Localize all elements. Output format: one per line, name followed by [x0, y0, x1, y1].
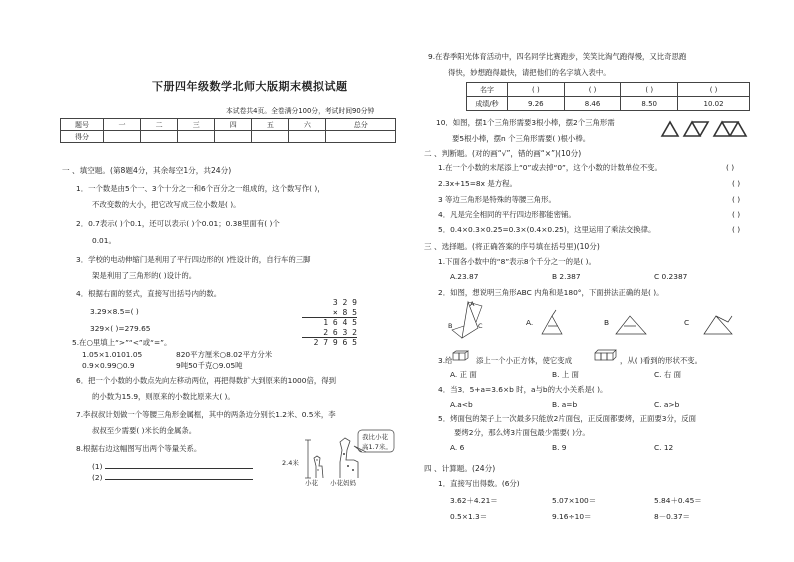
cube-stack-new-icon: [594, 348, 618, 362]
score-header-cell: 二: [141, 119, 178, 131]
section-1-title: 一 、填空题。(第8题4分，其余每空1分，共24分): [62, 166, 232, 175]
race-time-cell: 8.50: [621, 97, 678, 111]
q10-line-a: 10．如图，摆1个三角形需要3根小棒，摆2个三角形需: [436, 118, 615, 127]
height-label: 2.4米: [282, 459, 299, 467]
q8-label: (1): [92, 462, 103, 471]
calc-item: 9.16÷10＝: [552, 512, 592, 521]
calc-item: 8－0.37＝: [654, 512, 690, 521]
race-row-label: 成绩/秒: [467, 97, 508, 111]
choice-option[interactable]: C. 12: [654, 443, 674, 452]
score-input-cell[interactable]: [326, 131, 396, 143]
q4-item-a: 3.29×8.5=( ): [90, 307, 139, 316]
choice-q5-line-a: 5．烤面包的架子上一次最多只能放2片面包，正反面都要烤，正面要3分，反面: [438, 414, 697, 423]
q4-item-b: 329×( )=279.65: [90, 324, 151, 333]
vertical-line: 3 2 9: [332, 298, 357, 307]
name-xiaohua-mom: 小花妈妈: [330, 479, 356, 487]
score-input-cell[interactable]: [104, 131, 141, 143]
score-header-cell: 四: [215, 119, 252, 131]
score-row-label: 得分: [61, 131, 104, 143]
choice-q2: 2．如图，想说明三角形ABC 内角和是180°，下面拼法正确的是( )。: [438, 288, 664, 297]
q5-item: 1.05×1.0101.05: [82, 350, 143, 359]
choice-option[interactable]: B. 9: [552, 443, 567, 452]
vertical-multiplication: [302, 298, 357, 348]
q9-line-b: 得快，妙想跑得最快，请把他们的名字填入表中。: [448, 68, 611, 77]
choice-option[interactable]: B 2.387: [552, 272, 581, 281]
section-3-title: 三 、选择题。(将正确答案的序号填在括号里)(10分): [424, 242, 600, 251]
judge-item: 4．凡是完全相同的平行四边形都能密铺。: [438, 210, 576, 219]
choice-q3-part: ，从( )看到的形状不变。: [620, 356, 703, 365]
score-header-cell: 五: [252, 119, 289, 131]
race-time-cell: 10.02: [678, 97, 750, 111]
judge-answer[interactable]: ( ): [732, 210, 741, 219]
race-table: [466, 82, 750, 111]
score-header-cell: 题号: [61, 119, 104, 131]
q2-line-b: 0.01。: [92, 236, 116, 245]
judge-item: 5．0.4×0.3×0.25=0.3×(0.4×0.25)，这里运用了乘法交换律。: [438, 225, 656, 234]
judge-item: 3 等边三角形是特殊的等腰三角形。: [438, 195, 556, 204]
choice-option[interactable]: C 0.2387: [654, 272, 688, 281]
vertical-line: 2 7 9 6 5: [313, 338, 357, 347]
score-header-cell: 总分: [326, 119, 396, 131]
choice-q3-part: 3.给: [438, 356, 453, 365]
race-name-cell[interactable]: ( ): [621, 83, 678, 97]
choice-option[interactable]: A. 6: [450, 443, 465, 452]
score-header-cell: 一: [104, 119, 141, 131]
race-row-label: 名字: [467, 83, 508, 97]
choice-option[interactable]: B. a=b: [552, 400, 578, 409]
q7-line-a: 7.李叔叔计划做一个等腰三角形金属框，其中的两条边分别长1.2米、0.5米，李: [76, 410, 336, 419]
q9-line-a: 9.在春季阳光体育活动中，四名同学比赛跑步，笑笑比淘气跑得慢，又比奇思跑: [428, 52, 687, 61]
choice-option[interactable]: C. 右 面: [654, 370, 681, 379]
score-input-cell[interactable]: [141, 131, 178, 143]
matchstick-triangles: [660, 116, 760, 142]
q7-line-b: 叔叔至少需要( )米长的金属条。: [92, 426, 197, 435]
q5-text: 5.在○里填上“>”“<”或“=”。: [72, 338, 172, 347]
q8-label: (2): [92, 473, 103, 482]
choice-option[interactable]: A. 正 面: [450, 370, 477, 379]
judge-item: 2.3x+15=8x 是方程。: [438, 179, 517, 188]
choice-option[interactable]: A.23.87: [450, 272, 479, 281]
page-title: 下册四年级数学北师大版期末模拟试题: [152, 80, 348, 93]
q10-line-b: 要5根小棒，摆n 个三角形需要( )根小棒。: [452, 134, 591, 143]
calc-item: 3.62＋4.21＝: [450, 496, 498, 505]
section-2-title: 二 、判断题。(对的画“√”，错的画“×”)(10分): [424, 149, 582, 158]
race-name-cell[interactable]: ( ): [508, 83, 565, 97]
race-time-cell: 9.26: [508, 97, 565, 111]
q3-line-b: 架是利用了三角形的( )设计的。: [92, 271, 197, 280]
q8-text: 8.根据右边这幅图写出两个等量关系。: [76, 444, 202, 453]
speech-bubble-line: 我比小花: [362, 433, 388, 441]
triangle-label: B: [448, 322, 453, 330]
vertical-line: × 8 5: [302, 308, 357, 319]
calc-q1: 1．直接写出得数。(6分): [438, 479, 520, 488]
score-input-cell[interactable]: [252, 131, 289, 143]
choice-option[interactable]: A.a<b: [450, 400, 473, 409]
judge-item: 1.在一个小数的末尾添上“0”或去掉“0”，这个小数的计数单位不变。: [438, 163, 662, 172]
choice-q3-part: 添上一个小正方体，使它变成: [476, 356, 573, 365]
choice-option[interactable]: B: [604, 318, 610, 327]
q6-line-b: 的小数为15.9，则原来的小数比原来大( )。: [92, 392, 235, 401]
calc-item: 5.07×100＝: [552, 496, 597, 505]
calc-item: 0.5×1.3＝: [450, 512, 488, 521]
q8-answer-1: [92, 461, 253, 471]
score-header-cell: 三: [178, 119, 215, 131]
speech-bubble-line: 高1.7米。: [362, 443, 392, 451]
choice-option[interactable]: C. a>b: [654, 400, 680, 409]
choice-option[interactable]: C: [684, 318, 690, 327]
triangle-label: A: [470, 300, 475, 308]
answer-line[interactable]: [105, 472, 253, 480]
cube-stack-icon: [452, 350, 472, 362]
score-input-cell[interactable]: [215, 131, 252, 143]
q8-answer-2: [92, 472, 253, 482]
answer-line[interactable]: [105, 461, 253, 469]
judge-answer[interactable]: ( ): [732, 195, 741, 204]
calc-item: 5.84＋0.45＝: [654, 496, 702, 505]
section-4-title: 四 、计算题。(24分): [424, 464, 496, 473]
score-input-cell[interactable]: [289, 131, 326, 143]
choice-q1: 1.下面各小数中的“8”表示8个千分之一的是( )。: [438, 257, 596, 266]
choice-option[interactable]: A.: [526, 318, 534, 327]
q2-line-a: 2．0.7表示( )个0.1，还可以表示( )个0.01；0.38里面有( )个: [76, 219, 280, 228]
q5-item: 9吨50千克○9.05吨: [176, 361, 243, 370]
score-table: [60, 118, 396, 143]
triangle-angle-figures: [446, 298, 756, 344]
score-header-cell: 六: [289, 119, 326, 131]
judge-answer[interactable]: ( ): [732, 179, 741, 188]
vertical-line: 2 6 3 2: [302, 328, 357, 339]
q3-line-a: 3．学校的电动伸缩门是利用了平行四边形的( )性设计的，自行车的三脚: [76, 255, 311, 264]
exam-info: 本试卷共4页。全卷满分100分，考试时间90分钟: [226, 107, 375, 115]
race-time-cell: 8.46: [564, 97, 621, 111]
triangle-label: C: [478, 322, 483, 330]
race-name-cell[interactable]: ( ): [678, 83, 750, 97]
choice-option[interactable]: B. 上 面: [552, 370, 579, 379]
judge-answer[interactable]: ( ): [726, 163, 735, 172]
q5-item: 820平方厘米○8.02平方分米: [176, 350, 273, 359]
race-name-cell[interactable]: ( ): [564, 83, 621, 97]
q4-text: 4．根据右面的竖式，直接写出括号内的数。: [76, 289, 222, 298]
q1-line-b: 不改变数的大小，把它改写成三位小数是( )。: [92, 200, 241, 209]
q5-item: 0.9×0.99○0.9: [82, 361, 135, 370]
choice-q5-line-b: 要烤2分，那么烤3片面包最少需要( )分。: [454, 428, 590, 437]
score-input-cell[interactable]: [178, 131, 215, 143]
vertical-line: 1 6 4 5: [323, 318, 357, 327]
q1-line-a: 1．一个数是由5个一、3个十分之一和6个百分之一组成的，这个数写作( )，: [76, 184, 325, 193]
judge-answer[interactable]: ( ): [732, 225, 741, 234]
q6-line-a: 6．把一个小数的小数点先向左移动两位，再把得数扩大到原来的1000倍，得到: [76, 376, 337, 385]
choice-q4: 4．当3．5+a=3.6×b 时，a与b的大小关系是( )。: [438, 385, 608, 394]
name-xiaohua: 小花: [305, 479, 318, 487]
